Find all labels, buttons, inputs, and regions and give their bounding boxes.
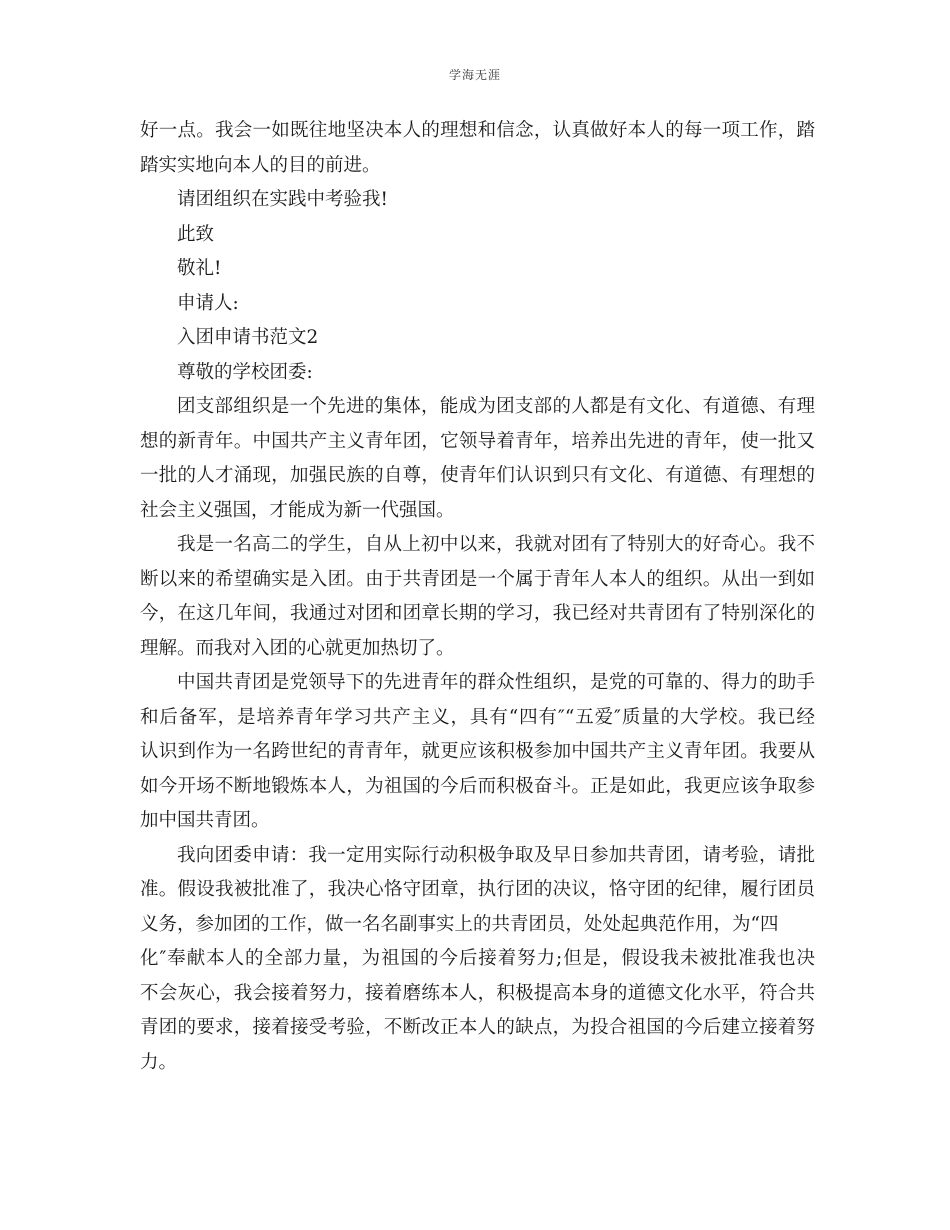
text-line: 中国共青团是党领导下的先进青年的群众性组织，是党的可靠的、得力的助手 [177,672,815,693]
text-line: 社会主义强国，才能成为新一代强国。 [140,499,455,521]
section-title: 入团申请书范文2 [177,327,319,348]
text-line: 好一点。我会一如既往地坚决本人的理想和信念，认真做好本人的每一项工作，踏 [140,120,815,141]
text-line: 断以来的希望确实是入团。由于共青团是一个属于青年人本人的组织。从出一到如 [140,568,815,590]
text-line: 力。 [140,1051,178,1073]
closing-salutation: 敬礼! [177,258,222,279]
text-line: 义务，参加团的工作，做一名名副事实上的共青团员，处处起典范作用，为“四 [140,913,779,935]
document-body [140,114,815,1080]
text-line: 加中国共青团。 [140,810,270,831]
text-line: 请团组织在实践中考验我! [177,189,388,210]
text-line: 想的新青年。中国共产主义青年团，它领导着青年，培养出先进的青年，使一批又 [140,430,815,452]
text-line: 我是一名高二的学生，自从上初中以来，我就对团有了特别大的好奇心。我不 [177,534,815,555]
text-line: 青团的要求，接着接受考验，不断改正本人的缺点，为投合祖国的今后建立接着努 [140,1017,815,1038]
text-line: 化″奉献本人的全部力量，为祖国的今后接着努力;但是，假设我未被批准我也决 [140,948,815,969]
text-line: 认识到作为一名跨世纪的青青年，就更应该积极参加中国共产主义青年团。我要从 [140,741,815,762]
text-line: 踏实实地向本人的目的前进。 [140,154,381,176]
text-line: 如今开场不断地锻炼本人，为祖国的今后而积极奋斗。正是如此，我更应该争取参 [140,775,815,797]
text-line: 一批的人才涌现，加强民族的自尊，使青年们认识到只有文化、有道德、有理想的 [140,465,815,486]
text-line: 今，在这几年间，我通过对团和团章长期的学习，我已经对共青团有了特别深化的 [140,603,815,624]
text-line: 准。假设我被批准了，我决心恪守团章，执行团的决议，恪守团的纪律，履行团员 [140,879,815,900]
greeting: 尊敬的学校团委: [177,361,313,383]
text-line: 不会灰心，我会接着努力，接着磨练本人，积极提高本身的道德文化水平，符合共 [140,982,815,1004]
closing-salutation: 此致 [177,223,215,245]
text-line: 理解。而我对入团的心就更加热切了。 [140,637,455,659]
text-line: 我向团委申请：我一定用实际行动积极争取及早日参加共青团，请考验，请批 [177,844,815,866]
text-line: 和后备军，是培养青年学习共产主义，具有“四有″“五爱″质量的大学校。我已经 [140,706,815,728]
text-line: 团支部组织是一个先进的集体，能成为团支部的人都是有文化、有道德、有理 [177,396,815,417]
page-header: 学海无涯 [448,68,501,82]
signature-line: 申请人: [177,292,239,314]
